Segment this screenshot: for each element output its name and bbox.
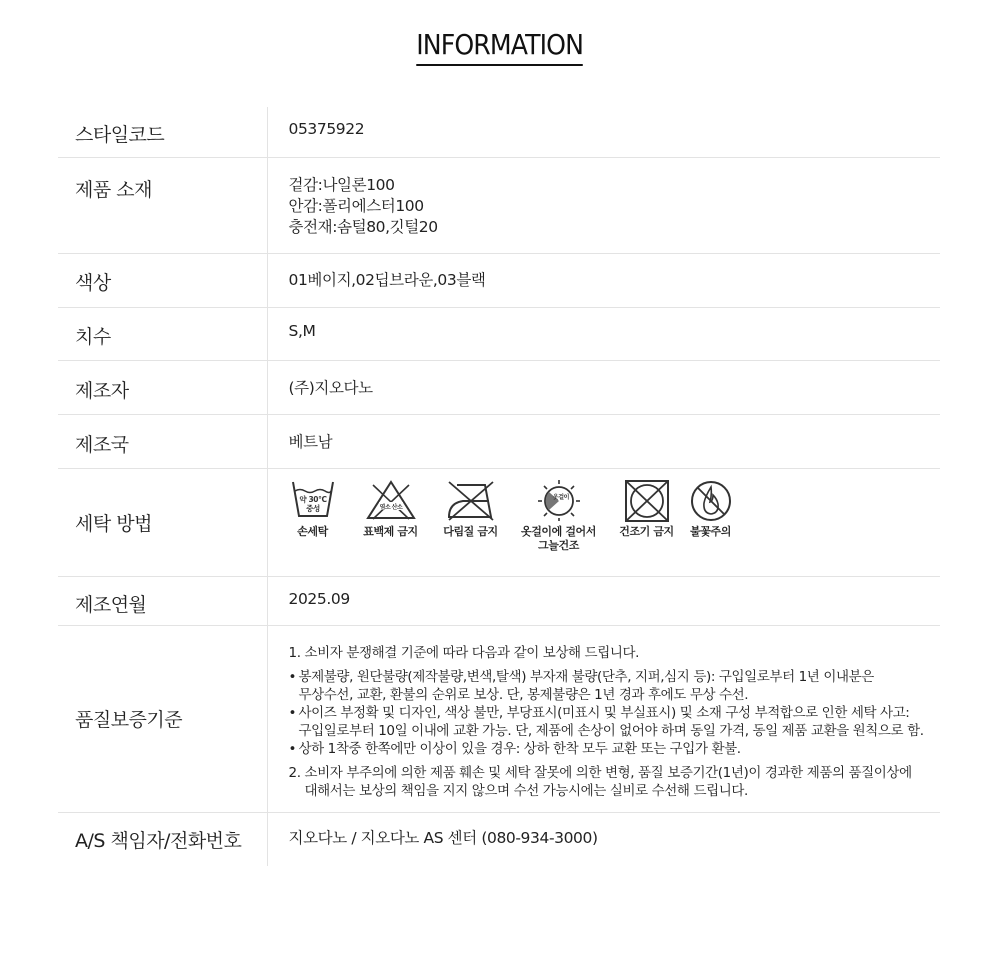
item-text: 소비자 부주의에 의한 제품 훼손 및 세탁 잘못에 의한 변형, 품질 보증기간(1년)이 경과한 제품의 품질이상에 xyxy=(304,764,912,781)
item-text: 대해서는 보상의 책임을 지지 않으며 수선 가능시에는 실비로 수선해 드립니다. xyxy=(304,782,748,799)
bullet-mark: • xyxy=(288,740,297,757)
wash-item-no-iron xyxy=(431,479,511,539)
quality-bullet xyxy=(289,740,941,758)
wash-item-flame xyxy=(681,479,741,539)
title-wrap xyxy=(0,28,1000,66)
row-label: 제조국 xyxy=(58,414,267,468)
row-value xyxy=(267,625,940,812)
no-iron-icon xyxy=(445,479,497,521)
row-value xyxy=(267,468,940,576)
bullet-line: 무상수선, 교환, 환불의 순위로 보상. 단, 봉제불량은 1년 경과 후에도 무상 수선. xyxy=(298,686,749,703)
row-value: 01베이지,02딥브라운,03블랙 xyxy=(267,253,940,307)
no-bleach-icon xyxy=(365,479,417,521)
row-size xyxy=(58,307,940,360)
quality-bullet xyxy=(289,668,941,686)
row-as-contact xyxy=(58,812,940,866)
wash-caption-line: 옷걸이에 걸어서 xyxy=(520,524,596,538)
product-info-table xyxy=(58,107,940,866)
wash-caption: 건조기 금지 xyxy=(619,524,674,538)
row-mfg-date xyxy=(58,576,940,625)
row-material xyxy=(58,157,940,253)
row-label: 품질보증기준 xyxy=(58,625,267,812)
bullet-line: 봉제불량, 원단불량(제작불량,변색,탈색) 부자재 불량(단추, 지퍼,심지 등): 구입일로부터 1년 이내분은 xyxy=(298,668,874,685)
item-text: 소비자 분쟁해결 기준에 따라 다음과 같이 보상해 드립니다. xyxy=(304,644,640,661)
row-value: S,M xyxy=(267,307,940,360)
wash-inner-text: 산소 xyxy=(391,503,402,511)
hand-wash-icon xyxy=(290,479,336,521)
wash-inner-text: 옷걸이 xyxy=(552,493,569,501)
bullet-line: 구입일로부터 10일 이내에 교환 가능. 단, 제품에 손상이 없어야 하며 동일 가격, 동일 제품 교환을 원칙으로 함. xyxy=(298,722,924,739)
row-label: 제품 소재 xyxy=(58,157,267,253)
quality-item-1 xyxy=(289,644,941,662)
bullet-mark: • xyxy=(288,668,297,685)
bullet-line: 상하 1착중 한쪽에만 이상이 있을 경우: 상하 한착 모두 교환 또는 구입가 환불. xyxy=(298,740,741,757)
row-quality xyxy=(58,625,940,812)
row-value: 지오다노 / 지오다노 AS 센터 (080-934-3000) xyxy=(288,828,598,847)
wash-caption: 다림질 금지 xyxy=(443,524,498,538)
wash-item-hand-wash xyxy=(283,479,343,539)
flame-warning-icon xyxy=(688,479,734,523)
material-line: 겉감:나일론100 xyxy=(288,175,395,194)
row-label: 세탁 방법 xyxy=(58,468,267,576)
wash-item-no-bleach xyxy=(351,479,431,539)
row-style-code xyxy=(58,107,940,157)
item-number: 2. xyxy=(288,764,301,781)
row-color xyxy=(58,253,940,307)
row-value xyxy=(267,157,940,253)
row-label: 제조연월 xyxy=(58,576,267,625)
wash-icons xyxy=(289,469,941,553)
item-number: 1. xyxy=(288,644,301,661)
wash-caption: 불꽃주의 xyxy=(690,524,731,538)
wash-item-no-tumble xyxy=(607,479,687,539)
row-label: 제조자 xyxy=(58,360,267,414)
row-label: 치수 xyxy=(58,307,267,360)
wash-caption: 표백제 금지 xyxy=(363,524,418,538)
quality-item-2 xyxy=(289,764,941,782)
wash-item-line-dry xyxy=(513,479,605,553)
row-manufacturer xyxy=(58,360,940,414)
bullet-line: 사이즈 부정확 및 디자인, 색상 불만, 부당표시(미표시 및 부실표시) 및 소재 구성 부적합으로 인한 세탁 사고: xyxy=(298,704,910,721)
row-label: 색상 xyxy=(58,253,267,307)
row-country xyxy=(58,414,940,468)
row-value: 2025.09 xyxy=(267,576,940,625)
material-line: 충전재:솜털80,깃털20 xyxy=(288,217,438,236)
wash-caption-line: 그늘건조 xyxy=(538,538,579,552)
page-title: INFORMATION xyxy=(417,28,584,66)
wash-caption: 손세탁 xyxy=(297,524,328,538)
row-label: 스타일코드 xyxy=(58,107,267,157)
no-tumble-dry-icon xyxy=(624,479,670,523)
row-value: (주)지오다노 xyxy=(267,360,940,414)
line-dry-shade-icon xyxy=(535,479,583,521)
quality-text xyxy=(289,644,941,800)
row-washing xyxy=(58,468,940,576)
quality-bullet xyxy=(289,704,941,722)
row-value: 베트남 xyxy=(267,414,940,468)
wash-inner-text: 약 30°C xyxy=(298,494,327,504)
row-label: A/S 책임자/전화번호 xyxy=(58,812,267,866)
row-value: 05375922 xyxy=(267,107,940,157)
wash-inner-text: 중성 xyxy=(305,503,320,513)
bullet-mark: • xyxy=(288,704,297,721)
material-line: 안감:폴리에스터100 xyxy=(288,196,424,215)
wash-inner-text: 염소 xyxy=(379,503,390,511)
